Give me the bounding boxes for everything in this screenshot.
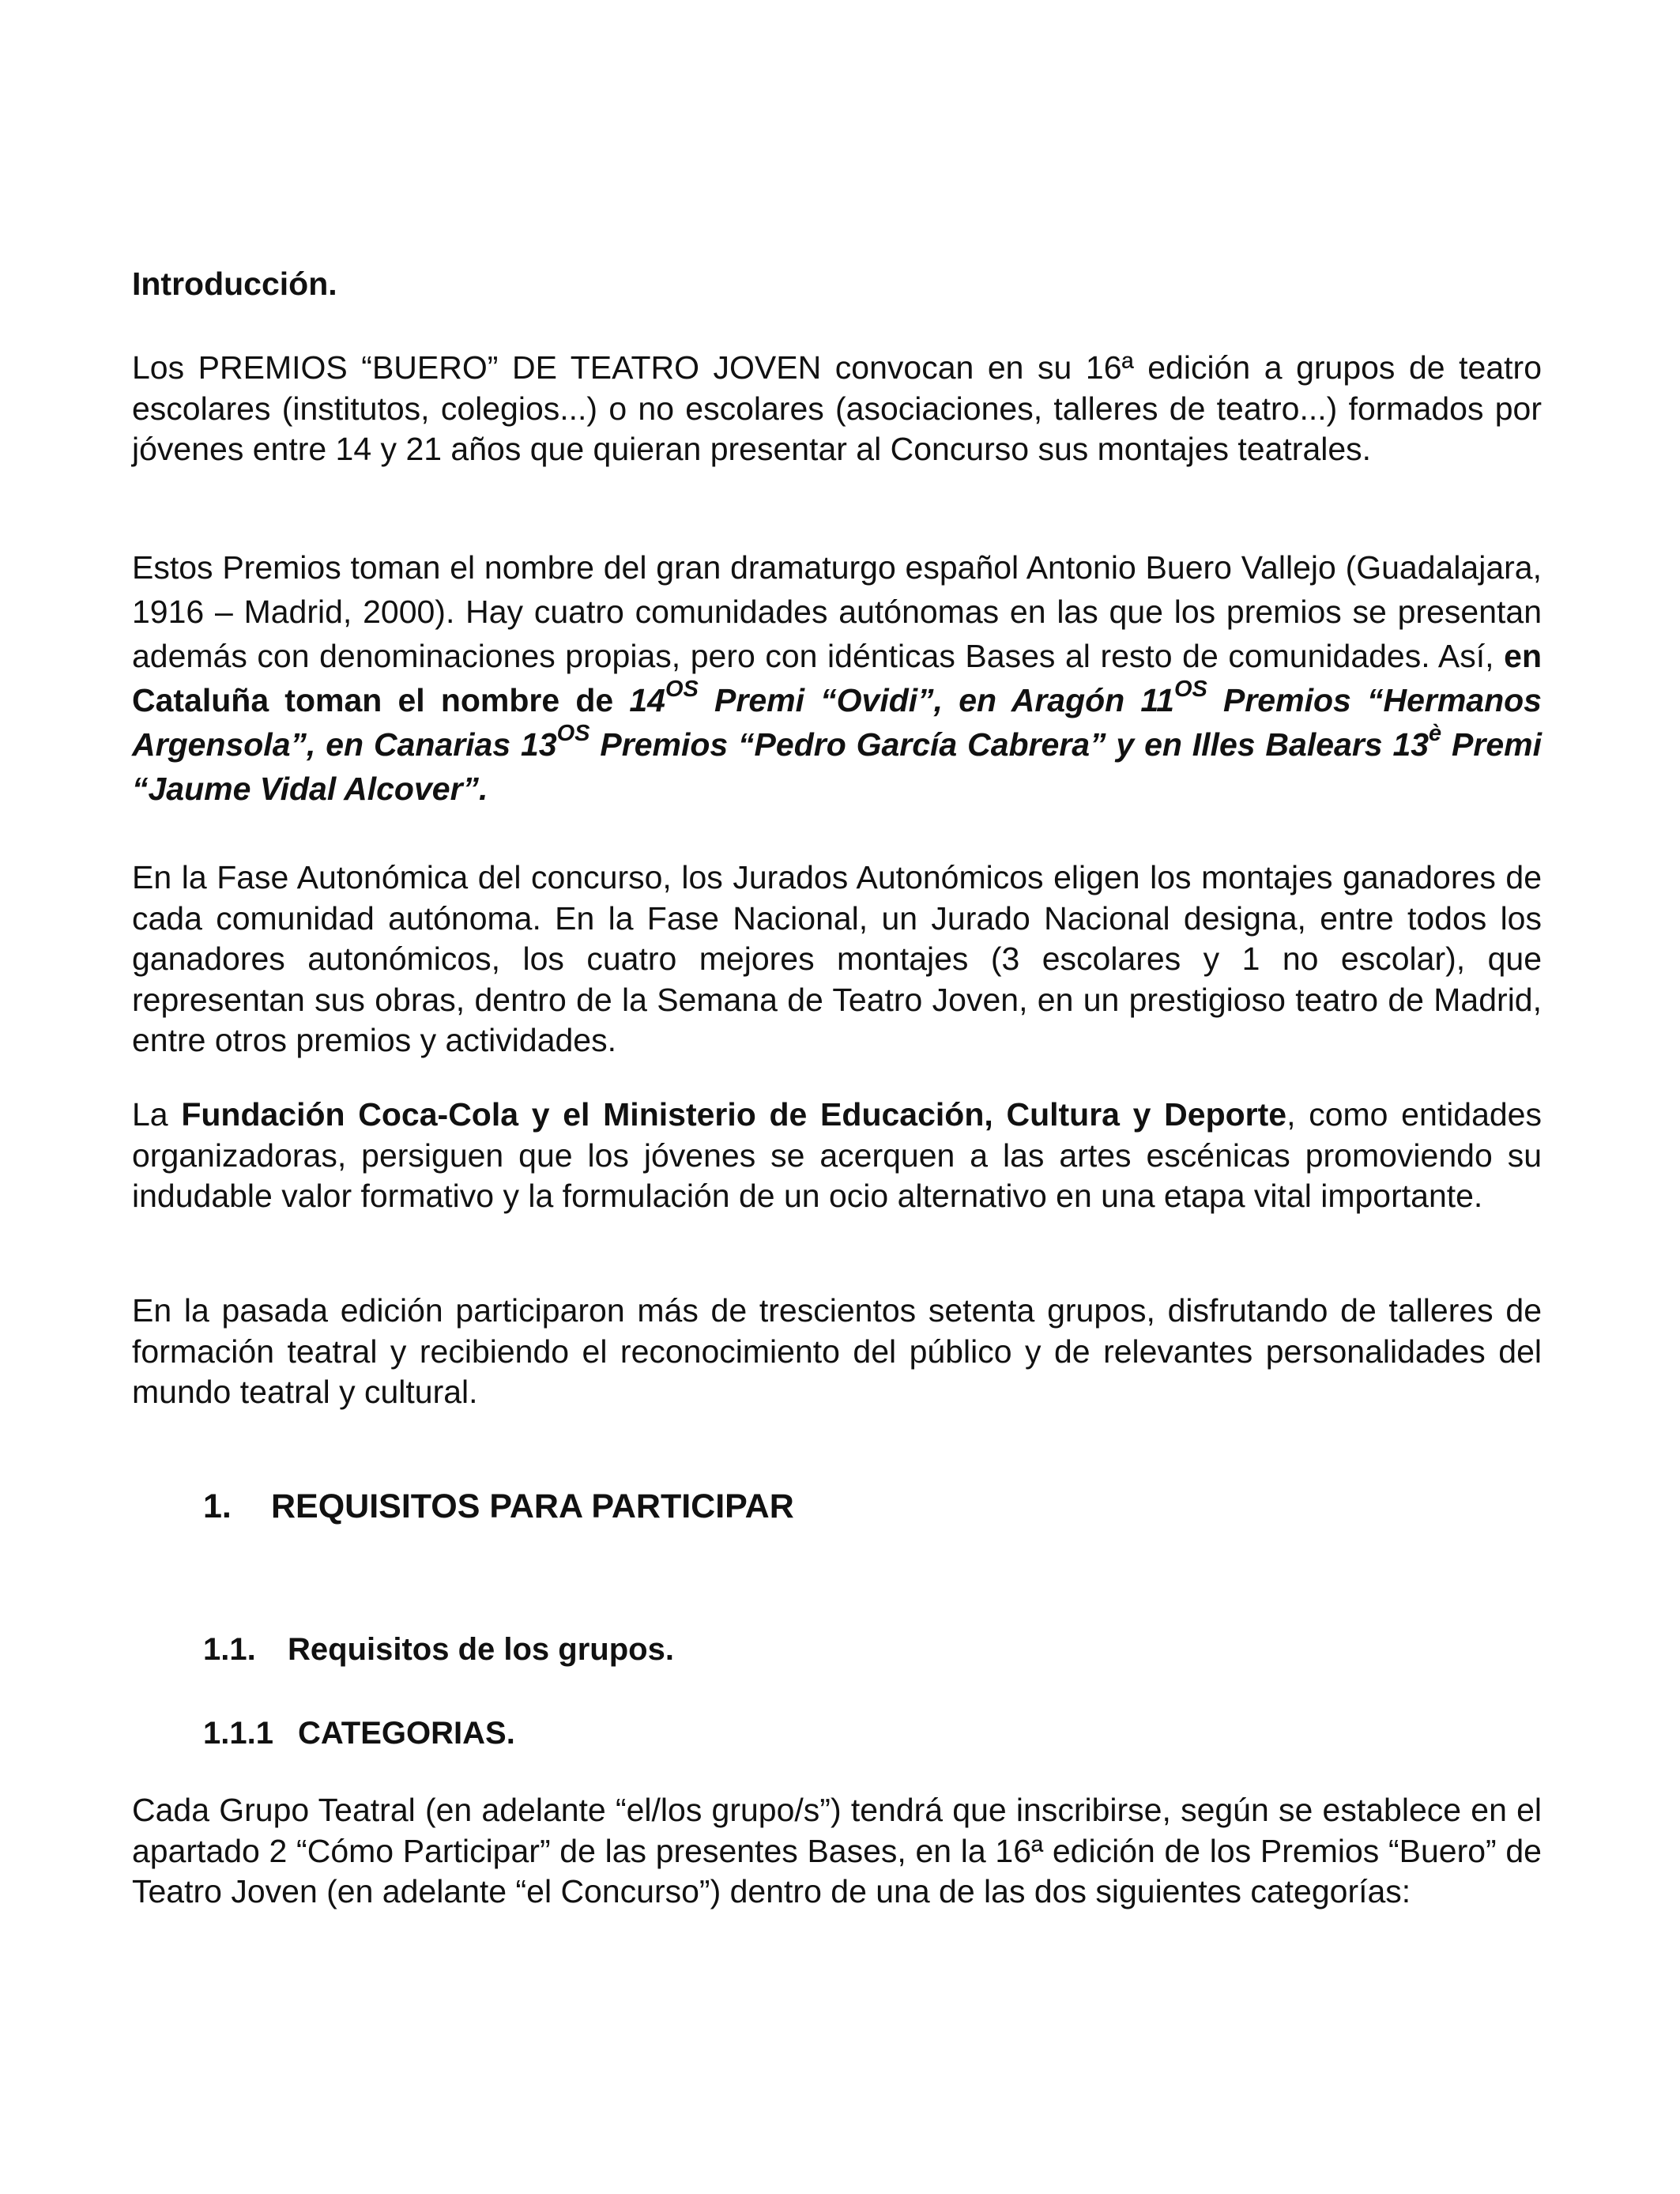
argensola-suffix: OS	[1173, 677, 1207, 703]
ovidi-suffix: OS	[665, 677, 699, 703]
ovidi-text: Premi “Ovidi”, en Aragón	[698, 682, 1141, 718]
argensola-number: 11	[1140, 682, 1174, 718]
alcover-suffix: è	[1429, 721, 1442, 747]
cabrera-text: Premios “Pedro García Cabrera” y en Illes Balears	[590, 726, 1393, 763]
section-1-title: REQUISITOS PARA PARTICIPAR	[271, 1487, 794, 1525]
organizers-bold: Fundación Coca-Cola y el Ministerio de Educación, Cultura y Deporte	[181, 1096, 1287, 1133]
names-paragraph	[132, 545, 1542, 811]
phases-paragraph: En la Fase Autonómica del concurso, los Jurados Autonómicos eligen los montajes ganadores de cada comunidad autónoma. En la Fase Nacional, un Jurado Nacional designa, entre todos los ganadores autonómicos, los cuatro mejores montajes (3 escolares y 1 no escolar), que representan sus obras, dentro de la Semana de Teatro Joven, en un prestigioso teatro de Madrid, entre otros premios y actividades.	[132, 859, 1542, 1058]
section-1-1-1-title: CATEGORIAS.	[298, 1716, 515, 1751]
section-1-1-number: 1.1.	[203, 1632, 256, 1667]
cabrera-number: 13	[521, 726, 557, 763]
argensola-text: Premios “Hermanos Argensola”, en Canarias	[132, 682, 1542, 763]
section-1-heading	[203, 1486, 794, 1527]
names-paragraph-text: Estos Premios toman el nombre del gran dramaturgo español Antonio Buero Vallejo (Guadalajara, 1916 – Madrid, 2000). Hay cuatro comunidades autónomas en las que los premios se presentan además con denominaciones propias, pero con idénticas Bases al resto de comunidades. Así,	[132, 549, 1542, 674]
alcover-number: 13	[1392, 726, 1430, 763]
alcover-text: Premi “Jaume Vidal Alcover”.	[132, 726, 1542, 807]
organizers-paragraph	[132, 1095, 1542, 1217]
last-edition-paragraph: En la pasada edición participaron más de trescientos setenta grupos, disfrutando de talleres de formación teatral y recibiendo el reconocimiento del público y de relevantes personalidades del mundo teatral y cultural.	[132, 1292, 1542, 1410]
section-1-1-heading	[203, 1630, 674, 1669]
organizers-lead: La	[132, 1096, 182, 1133]
ovidi-number: 14	[629, 682, 665, 718]
section-1-1-title: Requisitos de los grupos.	[288, 1632, 674, 1667]
section-1-number: 1.	[203, 1487, 232, 1525]
organizers-rest: , como entidades organizadoras, persiguen que los jóvenes se acerquen a las artes escénicas promoviendo su indudable valor formativo y la formulación de un ocio alternativo en una etapa vital importante.	[132, 1096, 1542, 1214]
intro-paragraph: Los PREMIOS “BUERO” DE TEATRO JOVEN convocan en su 16ª edición a grupos de teatro escolares (institutos, colegios...) o no escolares (asociaciones, talleres de teatro...) formados por jóvenes entre 14 y 21 años que quieran presentar al Concurso sus montajes teatrales.	[132, 349, 1542, 467]
section-1-1-1-heading	[203, 1713, 515, 1753]
section-1-1-1-number: 1.1.1	[203, 1716, 273, 1751]
cabrera-suffix: OS	[556, 721, 590, 747]
names-bold-lead: en Cataluña toman el nombre de	[132, 638, 1542, 718]
categories-paragraph: Cada Grupo Teatral (en adelante “el/los grupo/s”) tendrá que inscribirse, según se establece en el apartado 2 “Cómo Participar” de las presentes Bases, en la 16ª edición de los Premios “Buero” de Teatro Joven (en adelante “el Concurso”) dentro de una de las dos siguientes categorías:	[132, 1792, 1542, 1909]
page-title: Introducción.	[132, 266, 337, 302]
